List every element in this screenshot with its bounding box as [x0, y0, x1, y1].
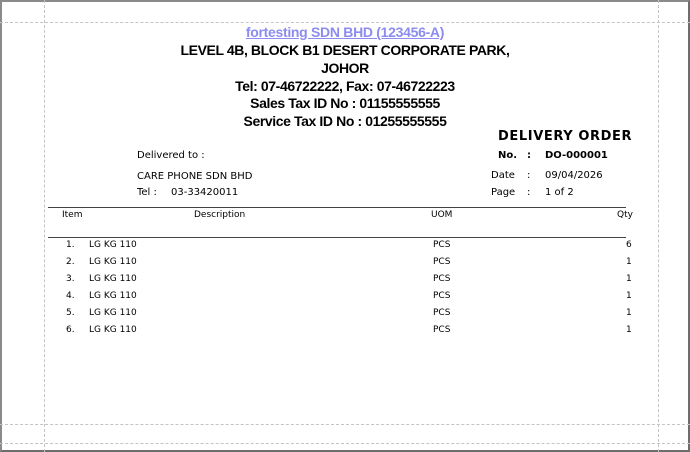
top-margin-guide	[0, 22, 690, 23]
page-separator: :	[527, 187, 531, 198]
row-description: LG KG 110	[89, 240, 137, 250]
page-value: 1 of 2	[545, 187, 574, 198]
row-qty: 1	[626, 257, 632, 267]
customer-name: CARE PHONE SDN BHD	[137, 171, 253, 182]
document-title: DELIVERY ORDER	[498, 129, 633, 144]
row-uom: PCS	[433, 308, 451, 318]
doc-no-value: DO-000001	[545, 150, 608, 161]
company-address-line2: JOHOR	[321, 60, 369, 76]
row-description: LG KG 110	[89, 308, 137, 318]
date-label: Date	[491, 170, 515, 181]
column-header-item: Item	[62, 210, 83, 220]
company-name[interactable]: fortesting SDN BHD (123456-A)	[245, 24, 445, 40]
row-item-number: 5.	[66, 308, 75, 318]
row-uom: PCS	[433, 274, 451, 284]
row-description: LG KG 110	[89, 291, 137, 301]
row-qty: 1	[626, 325, 632, 335]
column-header-qty: Qty	[617, 210, 633, 220]
doc-no-label: No.	[498, 150, 518, 161]
column-header-description: Description	[194, 210, 246, 220]
row-description: LG KG 110	[89, 257, 137, 267]
row-description: LG KG 110	[89, 274, 137, 284]
date-value: 09/04/2026	[545, 170, 603, 181]
row-qty: 1	[626, 308, 632, 318]
customer-tel-label: Tel :	[137, 187, 157, 198]
row-uom: PCS	[433, 257, 451, 267]
row-qty: 1	[626, 274, 632, 284]
row-item-number: 2.	[66, 257, 75, 267]
service-tax-id: Service Tax ID No : 01255555555	[243, 113, 447, 129]
row-item-number: 4.	[66, 291, 75, 301]
footer-guide	[0, 443, 690, 444]
row-item-number: 6.	[66, 325, 75, 335]
table-top-rule	[48, 207, 626, 208]
bottom-margin-guide	[0, 424, 690, 425]
row-description: LG KG 110	[89, 325, 137, 335]
company-address-line1: LEVEL 4B, BLOCK B1 DESERT CORPORATE PARK,	[180, 42, 510, 58]
doc-no-separator: :	[527, 150, 531, 161]
row-qty: 6	[626, 240, 632, 250]
row-qty: 1	[626, 291, 632, 301]
row-item-number: 3.	[66, 274, 75, 284]
company-contact: Tel: 07-46722222, Fax: 07-46722223	[235, 78, 455, 94]
page-label: Page	[491, 187, 516, 198]
column-header-uom: UOM	[431, 210, 453, 220]
sales-tax-id: Sales Tax ID No : 01155555555	[250, 95, 440, 111]
delivered-to-label: Delivered to :	[137, 150, 205, 161]
row-uom: PCS	[433, 291, 451, 301]
row-item-number: 1.	[66, 240, 75, 250]
row-uom: PCS	[433, 240, 451, 250]
date-separator: :	[527, 170, 531, 181]
customer-tel-value: 03-33420011	[171, 187, 239, 198]
table-header-rule	[48, 237, 626, 238]
row-uom: PCS	[433, 325, 451, 335]
